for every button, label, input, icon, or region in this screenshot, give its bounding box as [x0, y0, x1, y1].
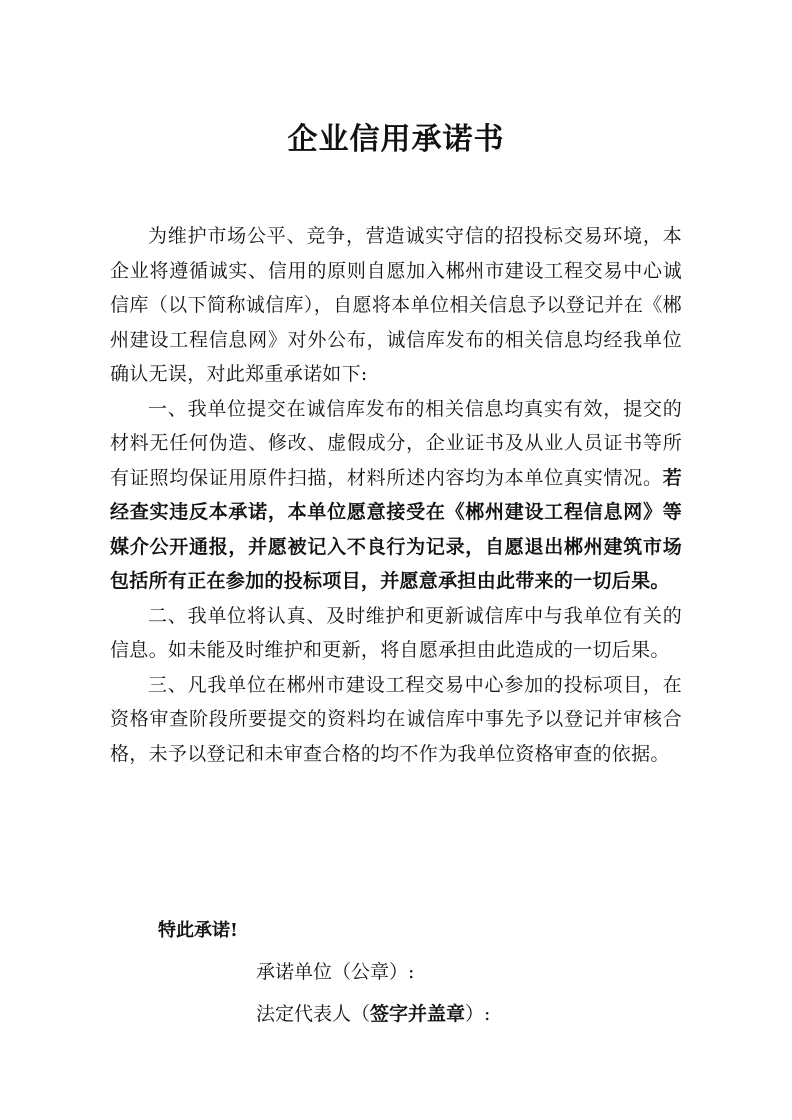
- document-title: 企业信用承诺书: [287, 122, 505, 157]
- legal-rep-bold: 签字并盖章: [370, 1003, 466, 1025]
- intro-paragraph: 为维护市场公平、竞争，营造诚实守信的招投标交易环境，本企业将遵循诚实、信用的原则自愿加入郴州市建设工程交易中心诚信库（以下简称诚信库），自愿将本单位相关信息予以登记并在《郴州建设工程信息网》对外公布，诚信库发布的相关信息均经我单位确认无误，对此郑重承诺如下:: [110, 225, 682, 385]
- committing-unit-line: 承诺单位（公章）:: [256, 961, 415, 983]
- legal-representative-line: [256, 999, 490, 1029]
- clause-1-bold-text: 若经查实违反本承诺，本单位愿意接受在《郴州建设工程信息网》等媒介公开通报，并愿被记入不良行为记录，自愿退出郴州建筑市场包括所有正在参加的投标项目，并愿意承担由此带来的一切后果。: [110, 466, 682, 592]
- legal-rep-suffix: ）:: [465, 1003, 491, 1025]
- clause-1-paragraph: [110, 392, 682, 599]
- legal-rep-prefix: 法定代表人（: [256, 1003, 371, 1025]
- special-promise: 特此承诺!: [158, 920, 238, 941]
- clause-2-paragraph: 二、我单位将认真、及时维护和更新诚信库中与我单位有关的信息。如未能及时维护和更新，将自愿承担由此造成的一切后果。: [110, 604, 682, 661]
- clause-3-paragraph: 三、凡我单位在郴州市建设工程交易中心参加的投标项目，在资格审查阶段所要提交的资料均在诚信库中事先予以登记并审核合格，未予以登记和未审查合格的均不作为我单位资格审查的依据。: [110, 673, 682, 765]
- clause-1-text: 一、我单位提交在诚信库发布的相关信息均真实有效，提交的材料无任何伪造、修改、虚假成分，企业证书及从业人员证书等所有证照均保证用原件扫描，材料所述内容均为本单位真实情况。: [110, 397, 682, 489]
- document-body: [110, 219, 682, 771]
